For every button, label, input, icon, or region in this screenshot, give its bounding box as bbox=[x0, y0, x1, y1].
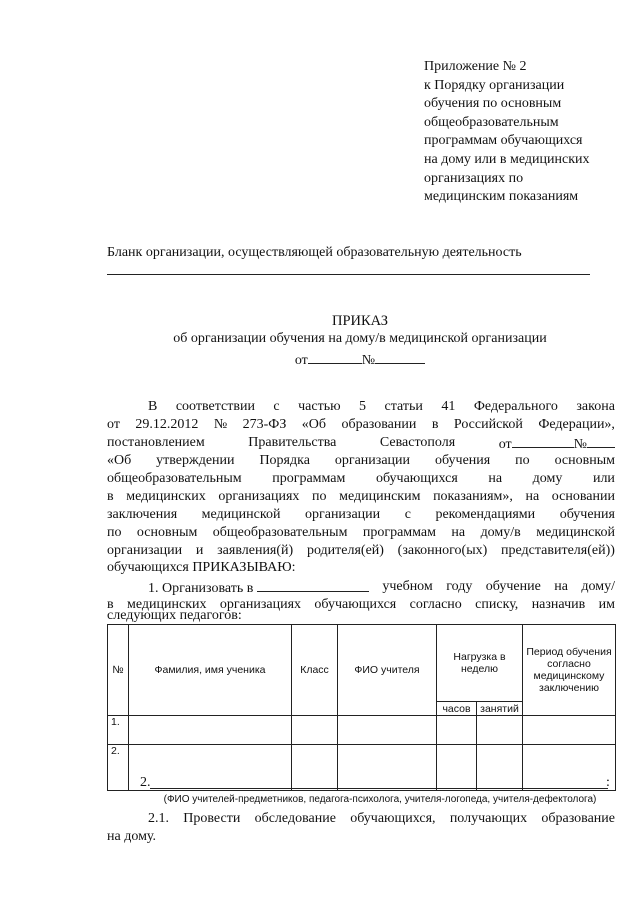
word: обследование bbox=[254, 811, 336, 826]
appendix-line: Приложение № 2 bbox=[424, 59, 527, 74]
paragraph-line bbox=[107, 488, 615, 506]
header-class: Класс bbox=[292, 625, 338, 716]
word: утверждении bbox=[156, 453, 235, 468]
word: основным bbox=[554, 453, 615, 468]
word: медицинской bbox=[536, 525, 615, 540]
word: на bbox=[488, 471, 503, 486]
cell-hours[interactable] bbox=[437, 745, 477, 791]
word: согласно bbox=[409, 597, 462, 612]
item-2-colon: : bbox=[606, 775, 610, 790]
word: обучающихся bbox=[314, 597, 397, 612]
word: организации bbox=[107, 543, 183, 558]
item-1-line: следующих педагогов: bbox=[107, 608, 242, 623]
word: дому/ bbox=[581, 579, 615, 594]
item-2-label: 2. bbox=[140, 775, 151, 790]
word: 1. Организовать в bbox=[148, 581, 254, 596]
item-1-line bbox=[148, 578, 615, 598]
appendix-block bbox=[424, 58, 590, 207]
word: обучающихся, bbox=[350, 811, 436, 826]
cell-lessons[interactable] bbox=[477, 745, 523, 791]
cell-class[interactable] bbox=[292, 716, 338, 745]
word: родителя(ей) bbox=[306, 543, 384, 558]
word: заявления(й) bbox=[217, 543, 294, 558]
word: обучающихся bbox=[375, 471, 458, 486]
order-date-number-line bbox=[0, 350, 640, 369]
paragraph-line bbox=[107, 506, 615, 524]
item-21-line bbox=[148, 810, 615, 828]
appendix-line: к Порядку организации bbox=[424, 77, 565, 93]
word: обучение bbox=[485, 579, 541, 594]
word: статьи bbox=[384, 399, 423, 414]
item-1-start bbox=[148, 578, 369, 598]
number-label: № bbox=[361, 353, 376, 368]
word: основным bbox=[136, 525, 198, 540]
word: или bbox=[592, 471, 615, 486]
word: медицинским bbox=[339, 489, 421, 504]
word: основании bbox=[551, 489, 615, 504]
word: назначив bbox=[531, 597, 586, 612]
cell-period[interactable] bbox=[523, 716, 616, 745]
table-row bbox=[108, 745, 616, 791]
number-blank[interactable] bbox=[375, 350, 425, 364]
paragraph-line bbox=[107, 524, 615, 542]
word: закона bbox=[576, 399, 615, 414]
word: организации bbox=[334, 453, 411, 468]
word: постановлением bbox=[107, 435, 205, 450]
word: заключения bbox=[107, 507, 178, 522]
header-load: Нагрузка в неделю bbox=[437, 625, 523, 702]
teachers-table bbox=[107, 624, 616, 791]
word: «Об bbox=[107, 453, 132, 468]
word: с bbox=[273, 399, 280, 414]
paragraph-line bbox=[107, 542, 615, 560]
word: (законного(ых) bbox=[397, 543, 488, 558]
cell-student[interactable] bbox=[129, 716, 292, 745]
word: в bbox=[107, 489, 114, 504]
row-num: 2. bbox=[108, 745, 129, 791]
number-blank[interactable] bbox=[587, 434, 615, 448]
header-num: № bbox=[108, 625, 129, 716]
word: от bbox=[107, 417, 120, 432]
word: по bbox=[515, 453, 530, 468]
paragraph-line bbox=[107, 416, 615, 434]
word: показаниям», bbox=[433, 489, 513, 504]
word: № bbox=[213, 417, 228, 432]
row-num: 1. bbox=[108, 716, 129, 745]
word: Порядка bbox=[259, 453, 310, 468]
word: представителя(ей)) bbox=[501, 543, 615, 558]
word: программам bbox=[272, 471, 346, 486]
appendix-line: обучения по основным bbox=[424, 96, 562, 112]
word: Провести bbox=[183, 811, 241, 826]
word: В bbox=[148, 399, 158, 414]
word: дому bbox=[532, 471, 563, 486]
word: медицинской bbox=[201, 507, 281, 522]
word: и bbox=[195, 543, 204, 558]
paragraph-line bbox=[107, 470, 615, 488]
date-number-field bbox=[499, 434, 615, 454]
paragraph-line bbox=[107, 452, 615, 470]
header-hours: часов bbox=[437, 702, 477, 716]
word: 5 bbox=[359, 399, 367, 414]
word: общеобразовательным bbox=[107, 471, 242, 486]
word: дому/в bbox=[480, 525, 521, 540]
item-21-line: на дому. bbox=[107, 829, 157, 844]
from-label: от bbox=[498, 437, 512, 452]
date-blank[interactable] bbox=[512, 434, 574, 448]
word: организации bbox=[304, 507, 381, 522]
table-row bbox=[108, 716, 616, 745]
header-teacher: ФИО учителя bbox=[338, 625, 437, 716]
header-student: Фамилия, имя ученика bbox=[129, 625, 292, 716]
word: Федерального bbox=[473, 399, 558, 414]
word: Федерации», bbox=[538, 417, 615, 432]
teachers-caption: (ФИО учителей-предметников, педагога-психолога, учителя-логопеда, учителя-дефектолога) bbox=[163, 794, 597, 805]
word: образование bbox=[541, 811, 615, 826]
word: организациях bbox=[219, 597, 302, 612]
cell-hours[interactable] bbox=[437, 716, 477, 745]
word: обучения bbox=[434, 453, 491, 468]
word: обучения bbox=[559, 507, 615, 522]
word: частью bbox=[298, 399, 341, 414]
word: на bbox=[451, 525, 466, 540]
word: соответствии bbox=[175, 399, 255, 414]
word: Российской bbox=[453, 417, 523, 432]
appendix-line: на дому или в медицинских bbox=[424, 151, 590, 167]
word: образовании bbox=[341, 417, 417, 432]
teachers-names-blank[interactable] bbox=[150, 788, 608, 789]
cell-lessons[interactable] bbox=[477, 716, 523, 745]
paragraph-line bbox=[107, 434, 615, 454]
word: 29.12.2012 bbox=[135, 417, 199, 432]
cell-teacher[interactable] bbox=[338, 716, 437, 745]
word: году bbox=[446, 579, 473, 594]
number-label: № bbox=[573, 437, 587, 452]
word: в bbox=[107, 597, 114, 612]
header-period: Период обучения согласно медицинскому заключению bbox=[523, 625, 616, 716]
letterhead-rule bbox=[107, 274, 590, 275]
word: списку, bbox=[475, 597, 519, 612]
word: по bbox=[312, 489, 327, 504]
word: на bbox=[525, 489, 540, 504]
appendix-line: медицинским показаниям bbox=[424, 189, 579, 205]
word: 2.1. bbox=[148, 811, 169, 826]
appendix-line: программам обучающихся bbox=[424, 133, 583, 149]
word: на bbox=[554, 579, 568, 594]
word: в bbox=[431, 417, 439, 432]
from-label: от bbox=[294, 353, 308, 368]
word: 41 bbox=[441, 399, 456, 414]
date-blank[interactable] bbox=[308, 350, 362, 364]
word: Правительства bbox=[248, 435, 337, 450]
header-lessons: занятий bbox=[477, 702, 523, 716]
word: им bbox=[598, 597, 615, 612]
word: получающих bbox=[449, 811, 528, 826]
cell-student[interactable] bbox=[129, 745, 292, 791]
word: Севастополя bbox=[379, 435, 456, 450]
appendix-line: организациях по bbox=[424, 170, 524, 186]
cell-period[interactable] bbox=[523, 745, 616, 791]
cell-teacher[interactable] bbox=[338, 745, 437, 791]
word: с bbox=[404, 507, 411, 522]
word: «Об bbox=[301, 417, 327, 432]
word: по bbox=[107, 525, 122, 540]
word: рекомендациями bbox=[435, 507, 536, 522]
paragraph-line: обучающихся ПРИКАЗЫВАЮ: bbox=[107, 560, 296, 575]
word: медицинских bbox=[127, 597, 207, 612]
word: 273-ФЗ bbox=[242, 417, 287, 432]
appendix-line: общеобразовательным bbox=[424, 114, 559, 130]
document-title: ПРИКАЗ bbox=[331, 313, 389, 329]
word: учебном bbox=[382, 579, 433, 594]
paragraph-line bbox=[148, 398, 615, 416]
word: программам bbox=[362, 525, 436, 540]
word: организациях bbox=[218, 489, 300, 504]
school-year-blank[interactable] bbox=[257, 578, 369, 592]
word: общеобразовательным bbox=[212, 525, 348, 540]
document-subtitle: об организации обучения на дому/в медицинской организации bbox=[173, 331, 547, 346]
cell-class[interactable] bbox=[292, 745, 338, 791]
word: медицинских bbox=[126, 489, 206, 504]
organization-letterhead-label: Бланк организации, осуществляющей образовательную деятельность bbox=[107, 245, 522, 260]
